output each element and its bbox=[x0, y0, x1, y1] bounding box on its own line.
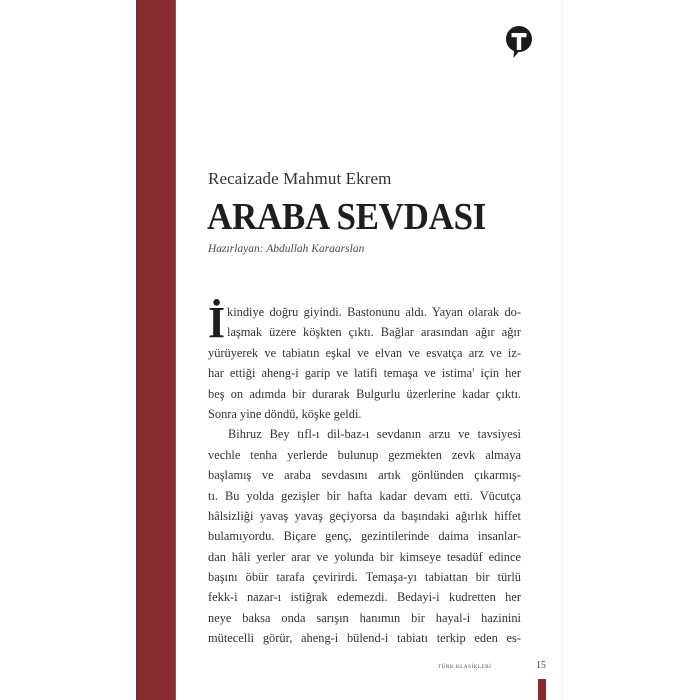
text-line: başını öbür tarafa çevirirdi. Temaşa-yı tabiattan bir türlü bbox=[208, 570, 521, 585]
text-line: Sonra yine döndü, köşke geldi. bbox=[208, 406, 362, 421]
text-line: fekk-i nazar-ı istiğrak edemezdi. Bedayi-i kudretten her bbox=[208, 590, 521, 605]
text-line: beş on adımda bir durarak Bulgurlu üzerlerine kadar çıktı. bbox=[208, 386, 521, 401]
editor-credit: Hazırlayan: Abdullah Karaarslan bbox=[208, 243, 365, 255]
series-label: TÜRK KLASİKLERİ bbox=[438, 664, 492, 670]
page-number: 15 bbox=[536, 660, 546, 671]
text-line: vechle tenha yerlerde bulunup gezmekten zevk almaya bbox=[208, 447, 521, 462]
text-line: tı. Bu yolda gezişler bir hafta kadar devam etti. Vücutça bbox=[208, 488, 521, 503]
text-line: har ettiği aheng-i garip ve latifi temaşa ve istima' için her bbox=[208, 366, 521, 381]
text-line: kindiye doğru giyindi. Bastonunu aldı. Yayan olarak do- bbox=[227, 305, 521, 319]
text-line: yürüyerek ve tabiatın eşkal ve elvan ve esvatça arz ve iz- bbox=[208, 345, 521, 360]
book-title: ARABA SEVDASI bbox=[207, 196, 487, 238]
text-line: başlamış ve araba sevdasını artık gönlünden çıkarmış- bbox=[208, 468, 521, 483]
text-line: hâlsizliği yavaş yavaş geçiyorsa da başındaki ağırlık hiffet bbox=[208, 508, 521, 523]
body-text bbox=[208, 298, 521, 649]
spine-color-band bbox=[136, 0, 176, 700]
text-line: neye baksa onda sarışın hanımın bir hayal-i hazinini bbox=[208, 610, 521, 625]
drop-cap: İ bbox=[208, 298, 226, 347]
publisher-logo-icon bbox=[505, 25, 533, 59]
text-line: laşmak üzere köşkten çıktı. Bağlar arasından ağır ağır bbox=[227, 325, 521, 340]
text-line: mütecelli görür, aheng-i bülend-i tabiatı terkip eden es- bbox=[208, 631, 521, 646]
text-line: dan hâli yerler arar ve yolunda bir kimseye tesadüf edince bbox=[208, 549, 521, 564]
author-name: Recaizade Mahmut Ekrem bbox=[208, 169, 392, 188]
text-line: Bihruz Bey tıfl-ı dil-baz-ı sevdanın arzu ve tavsiyesi bbox=[228, 427, 521, 442]
text-line: bulamıyordu. Biçare genç, gezintilerinde daima insanlar- bbox=[208, 529, 521, 544]
page-marker-tab bbox=[538, 679, 546, 700]
